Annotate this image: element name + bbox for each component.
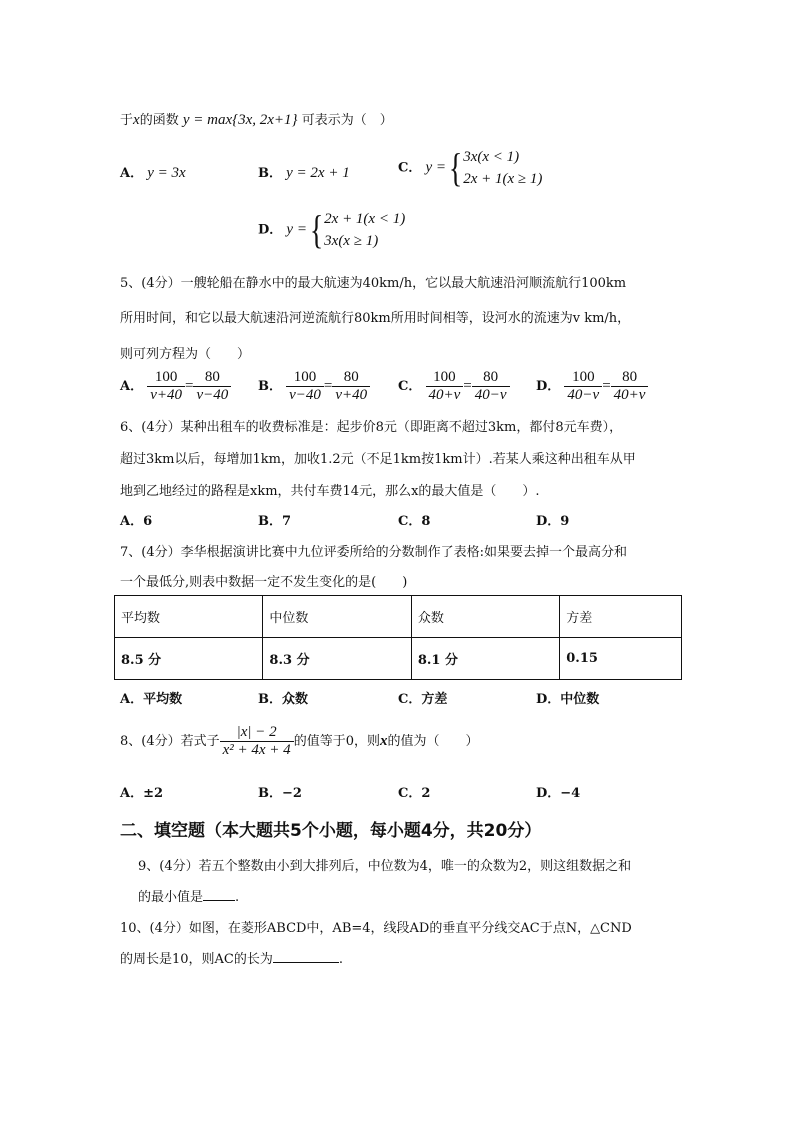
frac-numerator: 100 xyxy=(426,369,464,387)
q4-stem-c: 可表示为（ ） xyxy=(301,113,393,128)
frac-numerator: |x| − 2 xyxy=(220,724,294,742)
q7-option-d: D．中位数 xyxy=(536,692,600,707)
q5-line2: 所用时间，和它以最大航速沿河逆流航行80km所用时间相等，设河水的流速为v km/h， xyxy=(120,311,631,326)
q4-opt-d-cases xyxy=(324,208,405,252)
q7-option-b: B．众数 xyxy=(258,692,308,707)
q9-line2 xyxy=(138,886,239,905)
q5-opt-c-frac1 xyxy=(426,369,464,404)
q5-opt-c-label: C． xyxy=(398,379,422,394)
q5-opt-a-frac2 xyxy=(193,369,231,404)
table-header-cell: 众数 xyxy=(411,596,559,638)
q7-line2: 一个最低分,则表中数据一定不发生变化的是( ) xyxy=(120,575,408,590)
q5-opt-d-frac1 xyxy=(564,369,602,404)
answer-blank[interactable] xyxy=(273,949,339,963)
q8-stem xyxy=(120,724,478,759)
frac-denominator: x² + 4x + 4 xyxy=(222,742,291,758)
frac-denominator: v−40 xyxy=(196,387,229,403)
frac-numerator: 80 xyxy=(332,369,370,387)
equals: = xyxy=(463,378,472,394)
q4-opt-b-label: B． xyxy=(258,166,282,181)
q7-option-c: C．方差 xyxy=(398,692,448,707)
q8-stem-b: 的值等于0，则 xyxy=(293,734,380,749)
q6-option-c: C．8 xyxy=(398,514,431,529)
q6-option-a: A．6 xyxy=(120,514,153,529)
q8-option-d: D．−4 xyxy=(536,786,581,801)
q9-line2-end: . xyxy=(235,890,240,905)
frac-numerator: 80 xyxy=(193,369,231,387)
q5-opt-b-frac1 xyxy=(286,369,324,404)
q6-line2: 超过3km以后，每增加1km，加收1.2元（不足1km按1km计）.若某人乘这种出租车从甲 xyxy=(120,452,636,467)
q6-line3: 地到乙地经过的路程是xkm，共付车费14元，那么x的最大值是（ ）. xyxy=(120,484,540,499)
q4-opt-d-brace: { xyxy=(309,207,324,252)
table-cell: 8.3 分 xyxy=(263,638,411,680)
q5-opt-d-frac2 xyxy=(611,369,649,404)
q4-stem xyxy=(120,109,393,129)
q4-opt-d-lhs: y = xyxy=(286,221,307,238)
frac-denominator: v+40 xyxy=(335,387,368,403)
frac-denominator: 40−v xyxy=(567,387,600,403)
q4-option-b xyxy=(258,162,350,182)
table-header-cell: 平均数 xyxy=(115,596,263,638)
q4-expr: y = max{3x, 2x+1} xyxy=(182,112,298,128)
q8-fraction xyxy=(220,724,294,759)
q4-stem-b: 的函数 xyxy=(139,113,179,128)
q4-opt-a-expr: y = 3x xyxy=(147,165,186,181)
q4-opt-c-case2: 2x + 1(x ≥ 1) xyxy=(463,171,543,187)
table-header-cell: 方差 xyxy=(560,596,682,638)
equals: = xyxy=(323,378,333,394)
q10-line2-end: . xyxy=(338,952,344,967)
q5-option-d xyxy=(536,369,648,404)
score-table xyxy=(114,595,682,680)
frac-numerator: 80 xyxy=(611,369,649,387)
q4-opt-a-label: A． xyxy=(120,166,144,181)
q5-line1: 5、(4分）一艘轮船在静水中的最大航速为40km/h，它以最大航速沿河顺流航行100km xyxy=(120,276,627,291)
q5-option-b xyxy=(258,369,370,404)
q4-opt-c-brace: { xyxy=(448,145,463,190)
q6-option-d: D．9 xyxy=(536,514,570,529)
q4-opt-c-label: C． xyxy=(398,160,422,176)
frac-denominator: 40+v xyxy=(613,387,646,403)
section-title: 二、填空题（本大题共5个小题，每小题4分，共20分） xyxy=(120,821,542,841)
q4-opt-b-expr: y = 2x + 1 xyxy=(286,165,350,181)
frac-numerator: 100 xyxy=(286,369,324,387)
q8-option-b: B．−2 xyxy=(258,786,302,801)
table-header-cell: 中位数 xyxy=(263,596,411,638)
q6-option-b: B．7 xyxy=(258,514,292,529)
q6-line1: 6、(4分）某种出租车的收费标准是：起步价8元（即距离不超过3km，都付8元车费）， xyxy=(120,420,623,435)
q4-opt-c-lhs: y = xyxy=(425,159,447,176)
q4-opt-d-case2: 3x(x ≥ 1) xyxy=(324,233,379,249)
table-cell: 8.1 分 xyxy=(411,638,559,680)
q10-line2 xyxy=(120,948,343,967)
q5-opt-d-label: D． xyxy=(536,379,561,394)
frac-denominator: v−40 xyxy=(289,387,321,403)
q5-line3: 则可列方程为（ ） xyxy=(120,347,251,362)
table-header-row xyxy=(115,596,682,638)
q8-option-a: A．±2 xyxy=(120,786,164,801)
q8-option-c: C．2 xyxy=(398,786,431,801)
equals: = xyxy=(185,378,194,394)
q5-option-a xyxy=(120,369,231,404)
q7-line1: 7、(4分）李华根据演讲比赛中九位评委所给的分数制作了表格:如果要去掉一个最高分和 xyxy=(120,545,627,560)
q4-opt-d-case1: 2x + 1(x < 1) xyxy=(324,211,406,227)
q4-var: x xyxy=(133,112,140,128)
frac-numerator: 80 xyxy=(472,369,510,387)
answer-blank[interactable] xyxy=(203,887,235,901)
frac-numerator: 100 xyxy=(564,369,602,387)
q5-opt-b-frac2 xyxy=(332,369,370,404)
q5-option-c xyxy=(398,369,510,404)
q8-stem-a: 8、(4分）若式子 xyxy=(120,734,220,749)
frac-denominator: 40+v xyxy=(428,387,461,403)
q4-opt-c-case1: 3x(x < 1) xyxy=(463,149,520,165)
q4-option-a xyxy=(120,162,186,182)
q10-line1: 10、(4分）如图，在菱形ABCD中，AB=4，线段AD的垂直平分线交AC于点N，△CND xyxy=(120,921,632,936)
q4-opt-d-label: D． xyxy=(258,222,283,238)
frac-denominator: v+40 xyxy=(150,387,183,403)
frac-numerator: 100 xyxy=(147,369,185,387)
q8-stem-c: 的值为（ ） xyxy=(387,734,479,749)
table-row xyxy=(115,638,682,680)
table-cell: 0.15 xyxy=(560,638,682,680)
q4-opt-c-cases xyxy=(463,146,542,190)
q5-opt-b-label: B． xyxy=(258,379,282,394)
table-cell: 8.5 分 xyxy=(115,638,263,680)
q5-opt-a-frac1 xyxy=(147,369,185,404)
frac-denominator: 40−v xyxy=(474,387,507,403)
q5-opt-a-label: A． xyxy=(120,379,144,394)
q4-option-d xyxy=(258,208,405,252)
q7-option-a: A．平均数 xyxy=(120,692,183,707)
q9-line2-text: 的最小值是 xyxy=(138,890,204,905)
q4-stem-a: 于 xyxy=(120,113,134,128)
q10-line2-text: 的周长是10，则AC的长为 xyxy=(120,952,273,967)
q8-var: x xyxy=(379,733,388,749)
q9-line1: 9、(4分）若五个整数由小到大排列后，中位数为4，唯一的众数为2，则这组数据之和 xyxy=(138,859,632,874)
q4-option-c xyxy=(398,146,542,190)
q5-opt-c-frac2 xyxy=(472,369,510,404)
equals: = xyxy=(602,378,611,394)
